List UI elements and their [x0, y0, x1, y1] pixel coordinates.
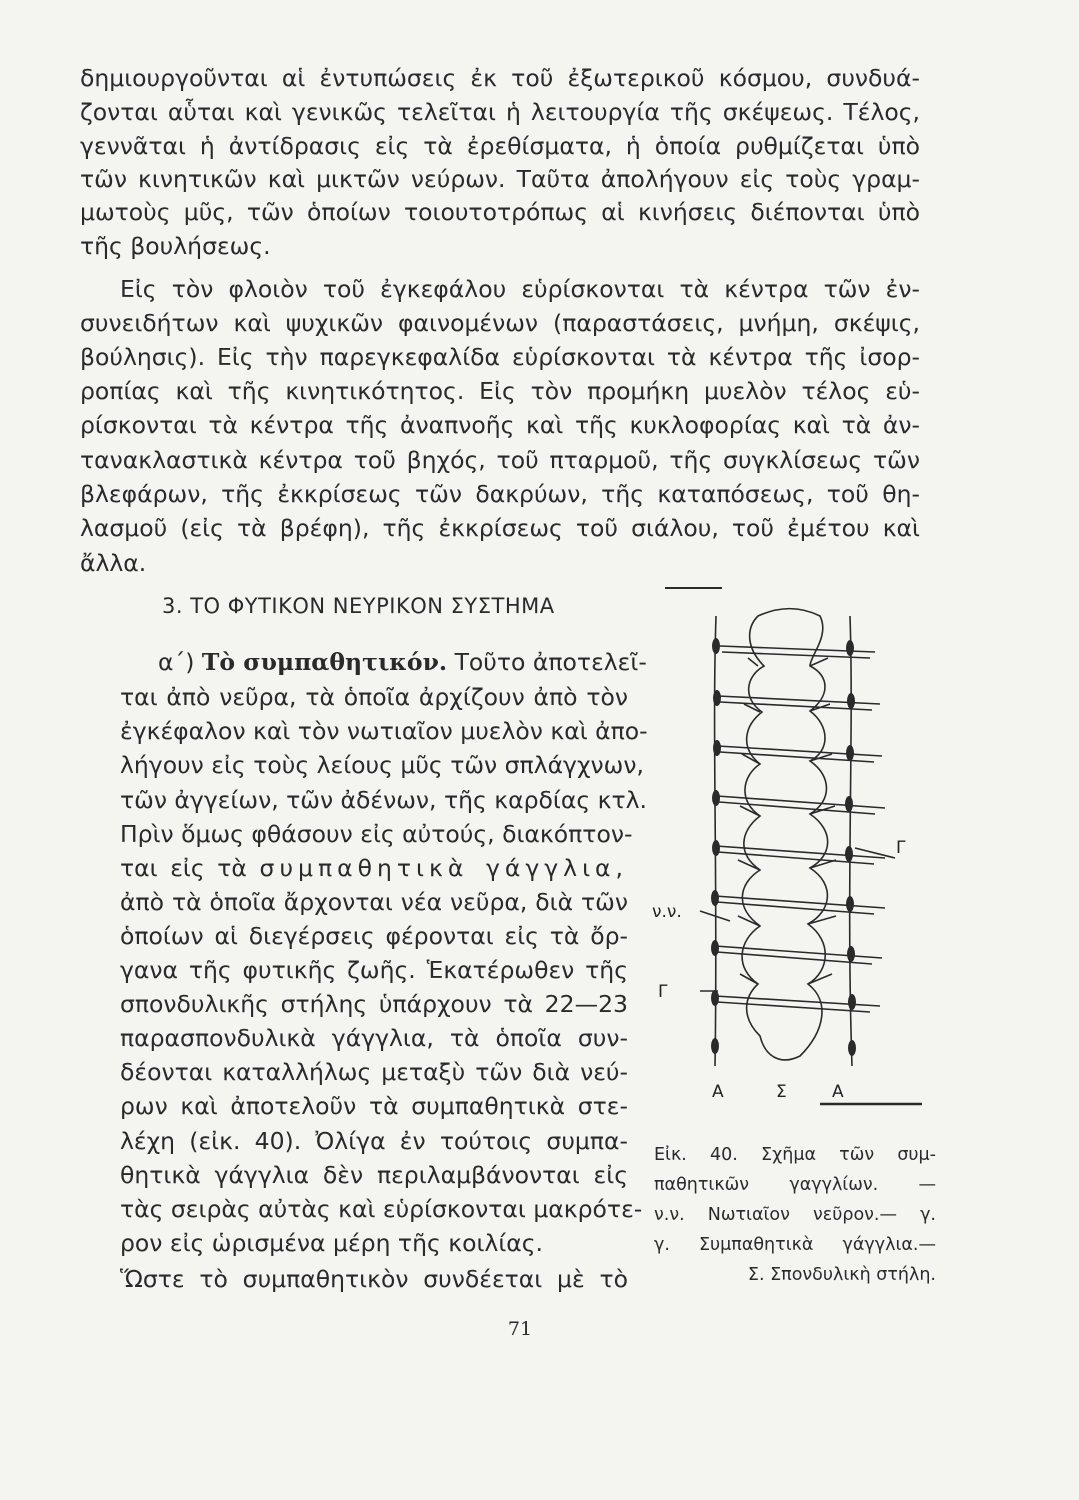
text-line: Ὥστε τὸ συμπαθητικὸν συνδέεται μὲ τὸ	[120, 1265, 628, 1293]
figure-caption-line: γ. Συμπαθητικὰ γάγγλια.—	[654, 1235, 936, 1255]
page-number: 71	[507, 1318, 533, 1340]
label-spinal-nerve: ν.ν.	[652, 902, 682, 922]
text-line: ρων καὶ ἀποτελοῦν τὰ συμπαθητικὰ στε-	[120, 1092, 628, 1120]
text-line: τῶν κινητικῶν καὶ μικτῶν νεύρων. Ταῦτα ἀπολήγουν εἰς τοὺς γραμ-	[80, 165, 920, 193]
text-line: ρίσκονται τὰ κέντρα τῆς ἀναπνοῆς καὶ τῆς κυκλοφορίας καὶ τὰ ἀν-	[80, 411, 920, 439]
text-line: ἀπὸ τὰ ὁποῖα ἄρχονται νέα νεῦρα, διὰ τῶν	[120, 888, 628, 916]
text-line: λήγουν εἰς τοὺς λείους μῦς τῶν σπλάγχνων,	[120, 751, 644, 779]
label-alpha-right: Α	[832, 1082, 844, 1102]
spaced-term: συμπαθητικὰ γάγγλια,	[259, 854, 628, 882]
text-line: ἄλλα.	[80, 549, 147, 577]
text-line: ροπίας καὶ τῆς κινητικότητος. Εἰς τὸν προμήκη μυελὸν τέλος εὑ-	[80, 377, 920, 405]
figure-caption-line: Εἰκ. 40. Σχῆμα τῶν συμ-	[654, 1145, 936, 1165]
text-line: βούλησις). Εἰς τὴν παρεγκεφαλίδα εὑρίσκονται τὰ κέντρα τῆς ἰσορ-	[80, 343, 920, 371]
label-sigma: Σ	[776, 1082, 787, 1102]
text-line: σπονδυλικῆς στήλης ὑπάρχουν τὰ 22—23	[120, 990, 628, 1018]
text-line: λασμοῦ (εἰς τὰ βρέφη), τῆς ἐκκρίσεως τοῦ σιάλου, τοῦ ἐμέτου καὶ	[80, 514, 920, 542]
subsection-first-line	[158, 647, 647, 677]
subsection-title: Τὸ συμπαθητικόν.	[201, 648, 448, 676]
text-line: δημιουργοῦνται αἱ ἐντυπώσεις ἐκ τοῦ ἐξωτερικοῦ κόσμου, συνδυά-	[80, 64, 920, 92]
figure-caption-line: παθητικῶν γαγγλίων. —	[654, 1175, 936, 1195]
subsection-label: α΄)	[158, 648, 195, 676]
text-line: γεννᾶται ἡ ἀντίδρασις εἰς τὰ ἐρεθίσματα, ἡ ὁποία ρυθμίζεται ὑπὸ	[80, 132, 920, 160]
text-line: Εἰς τὸν φλοιὸν τοῦ ἐγκεφάλου εὑρίσκονται τὰ κέντρα τῶν ἐν-	[120, 275, 920, 303]
label-gamma-right: Γ	[896, 838, 906, 858]
text-line: τανακλαστικὰ κέντρα τοῦ βηχός, τοῦ πταρμοῦ, τῆς συγκλίσεως τῶν	[80, 446, 920, 474]
text-line: ται ἀπὸ νεῦρα, τὰ ὁποῖα ἀρχίζουν ἀπὸ τὸν	[120, 683, 628, 711]
text-span: ται εἰς τὰ	[120, 854, 247, 882]
text-line: βλεφάρων, τῆς ἐκκρίσεως τῶν δακρύων, τῆς καταπόσεως, τοῦ θη-	[80, 480, 920, 508]
text-line: ὁποίων αἱ διεγέρσεις φέρονται εἰς τὰ ὄρ-	[120, 922, 628, 950]
text-line: μωτοὺς μῦς, τῶν ὁποίων τοιουτοτρόπως αἱ κινήσεις διέπονται ὑπὸ	[80, 198, 920, 226]
text-line: ρον εἰς ὡρισμένα μέρη τῆς κοιλίας.	[120, 1229, 544, 1257]
text-line: ζονται αὗται καὶ γενικῶς τελεῖται ἡ λειτουργία τῆς σκέψεως. Τέλος,	[80, 98, 920, 126]
label-gamma-left: Γ	[658, 982, 668, 1002]
text-line: Πρὶν ὅμως φθάσουν εἰς αὐτούς, διακόπτον-	[120, 820, 633, 848]
label-alpha-left: Α	[712, 1082, 724, 1102]
spine-diagram	[660, 586, 930, 1116]
figure-sympathetic-ganglia	[652, 586, 930, 1116]
figure-caption-line: ν.ν. Νωτιαῖον νεῦρον.— γ.	[654, 1205, 936, 1225]
text-line: γανα τῆς φυτικῆς ζωῆς. Ἑκατέρωθεν τῆς	[120, 956, 628, 984]
text-line-spaced	[120, 853, 628, 883]
text-line: συνειδήτων καὶ ψυχικῶν φαινομένων (παραστάσεις, μνήμη, σκέψις,	[80, 309, 920, 337]
text-line: τῆς βουλήσεως.	[80, 232, 271, 260]
text-line: δέονται καταλλήλως μεταξὺ τῶν διὰ νεύ-	[120, 1058, 628, 1086]
text-line: παρασπονδυλικὰ γάγγλια, τὰ ὁποῖα συν-	[120, 1024, 628, 1052]
text-line: τὰς σειρὰς αὐτὰς καὶ εὑρίσκονται μακρότε-	[120, 1195, 643, 1223]
text-line: θητικὰ γάγγλια δὲν περιλαμβάνονται εἰς	[120, 1161, 628, 1189]
text-line: τῶν ἀγγείων, τῶν ἀδένων, τῆς καρδίας κτλ.	[120, 786, 648, 814]
section-heading: 3. ΤΟ ΦΥΤΙΚΟΝ ΝΕΥΡΙΚΟΝ ΣΥΣΤΗΜΑ	[162, 594, 555, 618]
figure-caption-line: Σ. Σπονδυλικὴ στήλη.	[747, 1265, 936, 1285]
text-span: Τοῦτο ἀποτελεῖ-	[454, 648, 647, 676]
text-line: λέχη (εἰκ. 40). Ὀλίγα ἐν τούτοις συμπα-	[120, 1127, 628, 1155]
text-line: ἐγκέφαλον καὶ τὸν νωτιαῖον μυελὸν καὶ ἀπο-	[120, 717, 648, 745]
